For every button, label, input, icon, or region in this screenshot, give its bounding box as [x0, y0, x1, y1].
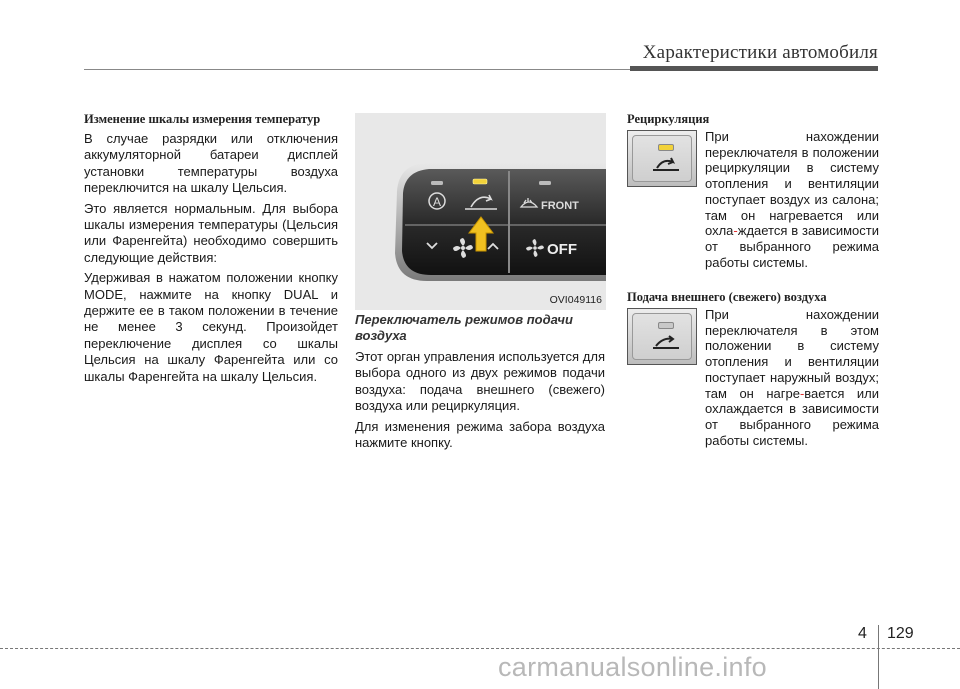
footer-divider — [0, 648, 960, 649]
fresh-text: При нахождении переключателя в этом положении в систему отопления и вентиляции поступает наружный воздух; там он нагре — [705, 307, 879, 401]
figure-code: OVI049116 — [549, 294, 602, 306]
off-label: OFF — [547, 241, 577, 258]
section-number: 4 — [858, 625, 867, 642]
fresh-text-cont: вается или охлаждается в зависимости от выбранного режима работы системы. — [705, 385, 879, 448]
temperature-scale-section — [84, 112, 338, 389]
header-accent-bar — [630, 66, 878, 71]
paragraph: Удерживая в нажатом положении кнопку MODE, нажмите на кнопку DUAL и держите ее в таком положении в течение не менее 3 секунд. Произойдет переключение дисплея со шкалы Цельсия на шкалу Фаренгейта или со шкалы Фаренгейта на шкалу Цельсия. — [84, 270, 338, 384]
fresh-air-icon — [651, 334, 681, 352]
recirc-text-cont: ждается в зависимости от выбранного режима работы системы. — [705, 223, 879, 270]
recirculation-button-image — [627, 130, 697, 187]
hyphen: - — [733, 223, 738, 239]
paragraph: Для изменения режима забора воздуха нажмите кнопку. — [355, 418, 605, 451]
paragraph: В случае разрядки или отключения аккумуляторной батареи дисплей установки температуры воздуха переключится на шкалу Цельсия. — [84, 131, 338, 196]
recirculation-icon — [651, 156, 681, 174]
page-number-value: 129 — [887, 625, 914, 642]
air-intake-heading: Переключатель режимов подачи воздуха — [355, 312, 573, 343]
temperature-scale-heading: Изменение шкалы измерения температур — [84, 112, 321, 126]
fresh-led-icon — [658, 322, 674, 329]
recirculation-description — [705, 129, 879, 270]
auto-icon-label: A — [433, 195, 442, 209]
watermark: carmanualsonline.info — [498, 652, 767, 682]
fresh-air-description — [705, 307, 879, 448]
climate-panel-illustration — [355, 113, 606, 310]
recirc-led-icon — [658, 144, 674, 151]
auto-led — [431, 181, 443, 185]
front-label: FRONT — [541, 200, 579, 212]
recirc-led — [473, 179, 487, 184]
section-title: Характеристики автомобиля — [642, 42, 878, 63]
recirculation-heading: Рециркуляция — [627, 112, 710, 126]
hyphen: - — [799, 385, 805, 401]
footer-vertical-rule — [878, 625, 879, 689]
climate-panel-figure — [355, 113, 606, 310]
front-led — [539, 181, 551, 185]
fresh-air-heading: Подача внешнего (свежего) воздуха — [627, 290, 827, 304]
page-number — [858, 625, 867, 643]
paragraph: Это является нормальным. Для выбора шкалы измерения температуры (Цельсия или Фаренгейта) необходимо совершить следующие действия: — [84, 200, 338, 265]
fresh-air-button-image — [627, 308, 697, 365]
air-intake-section — [355, 312, 605, 455]
paragraph: Этот орган управления используется для выбора одного из двух режимов подачи воздуха: подача внешнего (свежего) воздуха или рециркуляция. — [355, 349, 605, 414]
recirc-text: При нахождении переключателя в положении рециркуляции в систему отопления и вентиляции поступает воздух из салона; там он нагревается или охла — [705, 129, 879, 239]
